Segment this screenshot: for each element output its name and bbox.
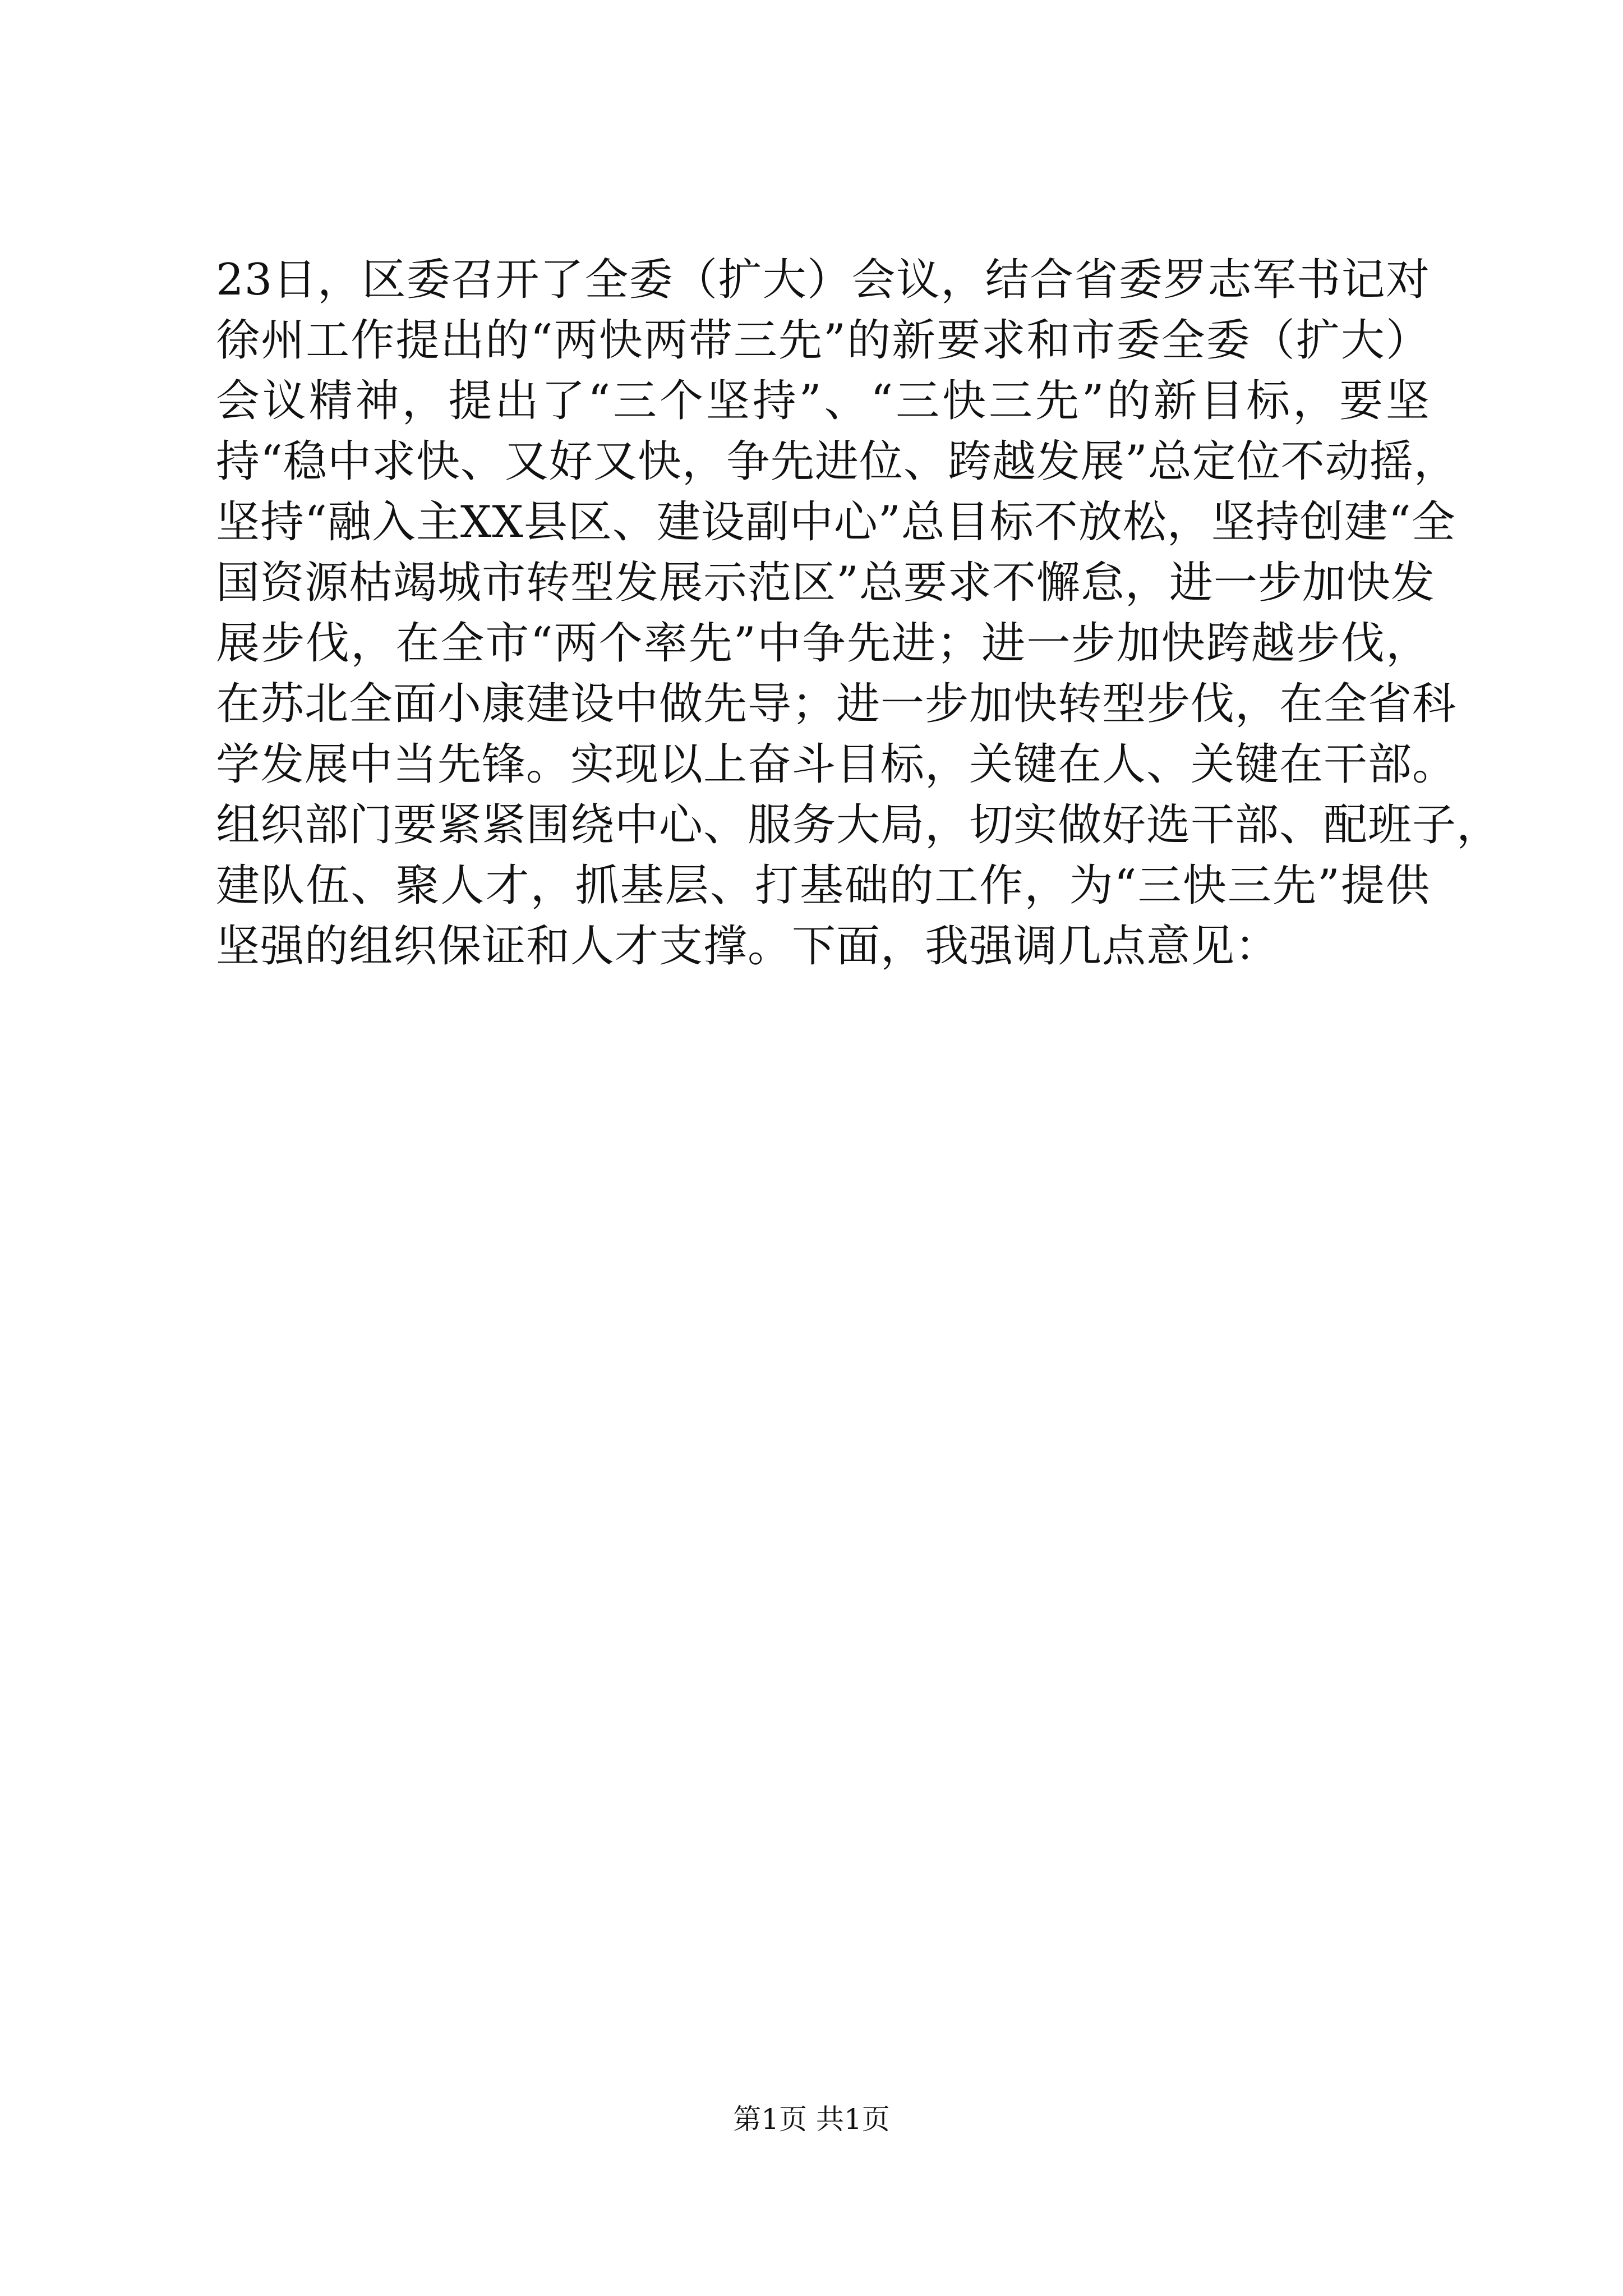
paragraph-line: 展步伐，在全市“两个率先”中争先进；进一步加快跨越步伐， bbox=[216, 618, 1430, 669]
paragraph-line: 建队伍、聚人才，抓基层、打基础的工作，为“三快三先”提供 bbox=[216, 861, 1430, 911]
paragraph-line: 学发展中当先锋。实现以上奋斗目标，关键在人、关键在干部。 bbox=[216, 739, 1457, 790]
paragraph-line: 国资源枯竭城市转型发展示范区”总要求不懈怠，进一步加快发 bbox=[216, 558, 1435, 608]
body-paragraph bbox=[216, 250, 1501, 977]
page-number-footer: 第1页 共1页 bbox=[733, 2103, 890, 2136]
paragraph-line: 持“稳中求快、又好又快，争先进位、跨越发展”总定位不动摇， bbox=[216, 436, 1458, 487]
paragraph-line: 23日，区委召开了全委（扩大）会议，结合省委罗志军书记对 bbox=[216, 255, 1430, 305]
paragraph-line: 组织部门要紧紧围绕中心、服务大局，切实做好选干部、配班子， bbox=[216, 800, 1501, 850]
paragraph-line: 会议精神，提出了“三个坚持”、“三快三先”的新目标，要坚 bbox=[216, 376, 1430, 426]
paragraph-line: 徐州工作提出的“两快两带三先”的新要求和市委全委（扩大） bbox=[216, 315, 1430, 366]
paragraph-line: 在苏北全面小康建设中做先导；进一步加快转型步伐，在全省科 bbox=[216, 679, 1457, 729]
paragraph-line: 坚持“融入主XX县区、建设副中心”总目标不放松，坚持创建“全 bbox=[216, 497, 1456, 547]
paragraph-line: 坚强的组织保证和人才支撑。下面，我强调几点意见： bbox=[216, 921, 1280, 972]
